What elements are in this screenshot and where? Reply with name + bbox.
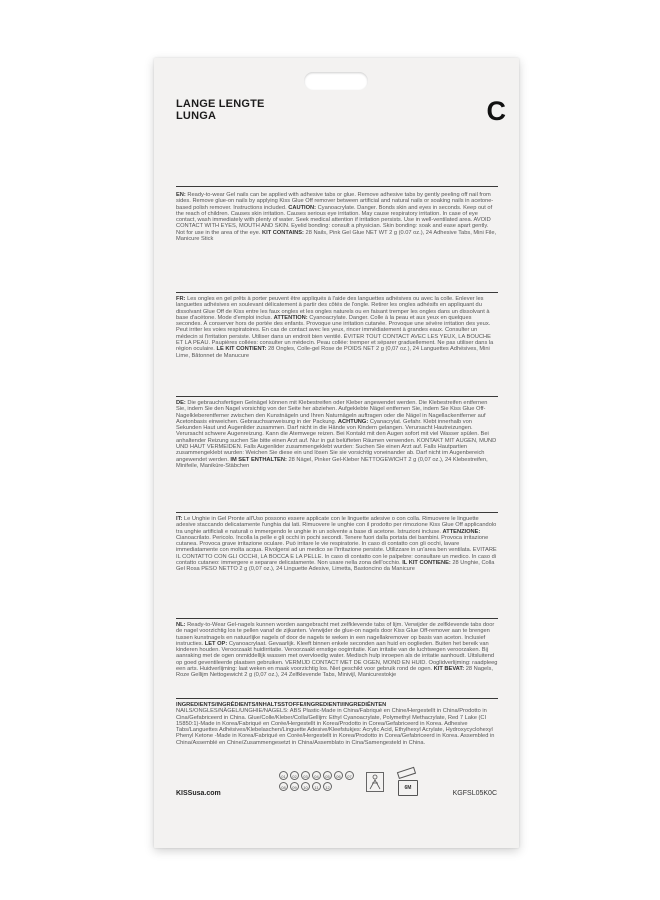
recycling-symbols bbox=[279, 771, 359, 791]
kit-label: IL KIT CONTIENE: bbox=[402, 560, 451, 567]
kit-label: KIT BEVAT: bbox=[433, 666, 465, 673]
caution-label: ACHTUNG: bbox=[337, 418, 369, 425]
section-en bbox=[176, 192, 498, 290]
caution-label: ATTENZIONE: bbox=[442, 528, 481, 535]
packaging-card bbox=[154, 58, 519, 848]
section-text: Ready-to-Wear Gel-nagels kunnen worden aangebracht met zelfklevende tabs of lijm. Verwijder de zelfklevende tabs door de nagel voorzichtig los te pellen vanaf de zijkanten. Verwijder de glue-on nagels door Kiss Glue Off-remover aan te brengen tussen kunstnagels en natuurlijke nagels of door de nagels te weken in een nagellakremover op basis van aceton. Inclusief instructies. bbox=[176, 622, 495, 647]
hang-hole bbox=[304, 72, 368, 90]
recycle-icon: 11 bbox=[312, 782, 321, 791]
lang-code: NL: bbox=[176, 622, 186, 628]
caution-label: LET OP: bbox=[204, 640, 228, 647]
recycle-icon: 09 bbox=[290, 782, 299, 791]
lang-code: FR: bbox=[176, 296, 186, 302]
website-link[interactable]: KISSusa.com bbox=[176, 790, 221, 797]
divider bbox=[176, 512, 498, 513]
section-it bbox=[176, 516, 498, 616]
size-label-italian: LUNGA bbox=[176, 110, 217, 122]
recycle-icon: 05 bbox=[323, 771, 332, 780]
lang-code: IT: bbox=[176, 516, 183, 522]
section-text: 28 Nails, Pink Gel Glue NET WT 2 g (0.07 oz.), 24 Adhesive Tabs, Mini File, Manicure Stick bbox=[176, 229, 497, 243]
caution-label: CAUTION: bbox=[288, 204, 317, 211]
recycle-icon: 07 bbox=[345, 771, 354, 780]
section-text: 28 Nägel, Pinker Gel-Kleber NETTOGEWICHT 2 g (0,07 oz.), 24 Klebestreifen, Minifeile, Maniküre-Stäbchen bbox=[176, 456, 488, 469]
kit-label: IM SET ENTHALTEN: bbox=[230, 456, 287, 463]
recycle-icon: 03 bbox=[301, 771, 310, 780]
caution-label: ATTENTION: bbox=[273, 314, 308, 321]
ingredients-title: INGREDIENTS/INGRÉDIENTS/INHALTSSTOFFE/INGREDIENTI/INGREDIËNTEN bbox=[176, 702, 387, 708]
section-nl bbox=[176, 622, 498, 696]
ingredients bbox=[176, 702, 498, 746]
kit-label: LE KIT CONTIENT: bbox=[216, 346, 267, 353]
divider bbox=[176, 292, 498, 293]
recycle-icon: 08 bbox=[279, 782, 288, 791]
lang-code: DE: bbox=[176, 400, 186, 406]
kit-label: KIT CONTAINS: bbox=[262, 229, 304, 236]
section-text: Cyanacrylat. Gefahr. Klebt innerhalb von Sekunden Haut und Augenlider zusammen. Darf nicht in die Hände von Kindern gelangen. Verursacht Hautreizungen. Verursacht schwere Augenreizung. Kann die Atemwege reizen. Bei Kontakt mit den Augen sofort mit viel Wasser spülen. Bei anhaltender Reizung suchen Sie bitte einen Arzt auf. Nur in gut belüfteten Räumen verwenden. KONTAKT MIT AUGEN, MUND UND HAUT VERMEIDEN. Falls Augenlider zusammengeklebt wurden: Suchen Sie einen Arzt auf. Falls Hautpartien zusammengeklebt wurden: Weichen Sie diese ein und lösen Sie sie vorsichtig voneinander ab. Darf nicht im Augenbereich angewendet werden. bbox=[176, 418, 497, 463]
size-label-dutch: LANGE LENGTE bbox=[176, 98, 265, 110]
pao-lid bbox=[397, 767, 416, 779]
divider bbox=[176, 396, 498, 397]
ingredients-text: NAILS/ONGLES/NÄGEL/UNGHIE/NAGELS: ABS Plastic-Made in China/Fabriqué en Chine/Hergestellt in China/Prodotto in Cina/Gefabriceerd in China. Glue/Colle/Kleber/Colla/Gellijm: Ethyl Cyanoacrylate, Polymethyl Methacrylate, Red 7 Lake (CI 15850:1)-Made in Korea/Fabriqué en Corée/Hergestellt in Korea/Prodotto in Corea/Gefabriceerd in Korea. Adhesive Tabs/Languettes Adhésives/Klebelaschen/Linguette Adesive/Kleefstukjes: Acrylic Acid, Ethylhexyl Acrylate, Hydroxycyclohexyl Phenyl Ketone -Made in Korea/Fabriqué en Corée/Hergestellt in Korea/Prodotto in Corea/Gefabriceerd in Korea. Assembled in China/Assemblé en Chine/Zusammengesetzt in China/Assemblato in Cina/Samengesteld in China. bbox=[176, 708, 495, 746]
section-text: Ready-to-wear Gel nails can be applied with adhesive tabs or glue. Remove adhesive tabs by gently peeling off nail from sides. Remove glue-on nails by applying Kiss Glue Off remover between artificial and natural nails or soaking nails in acetone-based polish remover. Instructions included. bbox=[176, 192, 494, 211]
section-text: Cyanoacrylaat. Gevaarlijk. Kleeft binnen enkele seconden aan huid en ooglieden. Buiten het bereik van kinderen houden. Veroorzaakt huidirritatie. Veroorzaakt ernstige oogirritatie. Kan irritatie van de luchtwegen veroorzaken. Bij aanraking met de ogen onmiddellijk wassen met overvloedig water. Medisch hulp inroepen als de irritatie aanhoudt. Uitsluitend op goed geventileerde plaatsen gebruiken. VERMIJD CONTACT MET DE OGEN, MOND EN HUID. Ooglidverlijming: raadpleeg een arts. Huidverlijming: laat weken en maak voorzichtig los. Niet geschikt voor gebruik rond de ogen. bbox=[176, 640, 498, 673]
section-de bbox=[176, 400, 498, 510]
section-fr bbox=[176, 296, 498, 394]
recycle-icon: 12 bbox=[323, 782, 332, 791]
lang-code: EN: bbox=[176, 192, 186, 198]
section-text: Cyanoacrylate. Danger. Colle à la peau et aux yeux en quelques secondes. À conserver hors de portée des enfants. Provoque une irritation cutanée. Provoque une sévère irritation des yeux. Peut irriter les voies respiratoires. En cas de contact avec les yeux, rincer immédiatement à grandes eaux. Consulter un médecin si l'irritation persiste. Utiliser dans un endroit bien ventilé. ÉVITER TOUT CONTACT AVEC LES YEUX, LA BOUCHE ET LA PEAU. Paupières collées: consulter un médecin. Peau collée: tremper et séparer graduellement. Ne pas utiliser dans la région oculaire. bbox=[176, 314, 494, 353]
footer bbox=[154, 770, 519, 810]
divider bbox=[176, 186, 498, 187]
pao-icon bbox=[394, 772, 422, 798]
recycle-icon: 04 bbox=[312, 771, 321, 780]
section-text: Die gebrauchsfertigen Gelnägel können mit Klebestreifen oder Kleber angewendet werden. Die Klebestreifen entfernen Sie, indem Sie den Nagel vorsichtig von der Seite her abziehen. Aufgeklebte Nägel entfernen Sie, indem Sie Kiss Glue Off-Nagelkleberentferner zwischen den Kunstnägeln und Ihren Naturnägeln auftragen oder die Nägel in Nagellackentferner auf Acetonbasis einweichen. Gebrauchsanweisung in der Packung. bbox=[176, 400, 488, 425]
recycle-icon: 02 bbox=[290, 771, 299, 780]
section-text: 28 Unghie, Colla Gel Rosa PESO NETTO 2 g (0,07 oz.), 24 Linguette Adesive, Limetta, Bastoncino da Manicure bbox=[176, 560, 495, 573]
section-text: 28 Nagels, Roze Gellijm Nettogewicht 2 g (0,07 oz.), 24 Zelfklevende Tabs, Minivijl, Manicurestokje bbox=[176, 666, 493, 679]
divider bbox=[176, 698, 498, 699]
pao-label: 6M bbox=[398, 780, 418, 796]
recycle-icon: 06 bbox=[334, 771, 343, 780]
product-code: KGFSL05K0C bbox=[452, 790, 497, 797]
size-header bbox=[176, 98, 506, 138]
section-text: Cianoacrilato. Pericolo. Incolla la pelle e gli occhi in pochi secondi. Tenere fuori dalla portata dei bambini. Provoca irritazione cutanea. Provoca grave irritazione oculare. Può irritare le vie respiratorie. In caso di contatto con gli occhi, lavare immediatamente con molta acqua. Rivolgersi ad un medico se l'irritazione persiste. Utilizzare in un'area ben ventilata. EVITARE IL CONTATTO CON GLI OCCHI, LA BOCCA E LA PELLE. In caso di contatto con le palpebre: consultare un medico. In caso di contatto cutaneo: immergere e separare delicatamente. Non usare nella zona dell'occhio. bbox=[176, 534, 497, 567]
divider bbox=[176, 618, 498, 619]
size-letter: C bbox=[486, 96, 506, 126]
section-text: Cyanoacrylate. Danger. Bonds skin and eyes in seconds. Keep out of the reach of children. Causes skin irritation. Causes serious eye irritation. May cause respiratory irritation. In case of eye contact, wash immediately with plenty of water. Seek medical attention if irritation persists. Use in well-ventilated area. AVOID CONTACT WITH EYES, MOUTH AND SKIN. Eyelid bonding: consult a physician. Skin bonding: soak and ease apart gently. Not for use in the area of the eye. bbox=[176, 204, 493, 236]
recycle-icon: 10 bbox=[301, 782, 310, 791]
section-text: Le Unghie in Gel Pronte all'Uso possono essere applicate con le linguette adesive o con colla. Rimuovere le linguette adesive staccando delicatamente l'unghia dai lati. Rimuovere le unghie con il prodotto per rimozione Kiss Glue Off applicandolo tra unghie artificiali e naturali o immergendo le unghie in un solvente a base di acetone. Istruzioni incluse. bbox=[176, 516, 497, 535]
section-text: Les ongles en gel prêts à porter peuvent être appliqués à l'aide des languettes adhésives ou avec la colle. Enlever les languettes adhésives en soulevant délicatement à partir des côtés de l'ongle. Retirer les ongles adhésifs en appliquant du dissolvant Glue Off de Kiss entre les faux ongles et les ongles naturels ou en faisant tremper les ongles dans un dissolvant à base d'acétone. Mode d'emploi inclus. bbox=[176, 296, 490, 321]
recycle-icon: 01 bbox=[279, 771, 288, 780]
section-text: 28 Ongles, Colle-gel Rose de POIDS NET 2 g (0,07 oz.), 24 Languettes Adhésives, Mini Lime, Bâtonnet de Manucure bbox=[176, 346, 490, 359]
triman-icon bbox=[366, 772, 384, 792]
triman-figure bbox=[367, 773, 383, 791]
